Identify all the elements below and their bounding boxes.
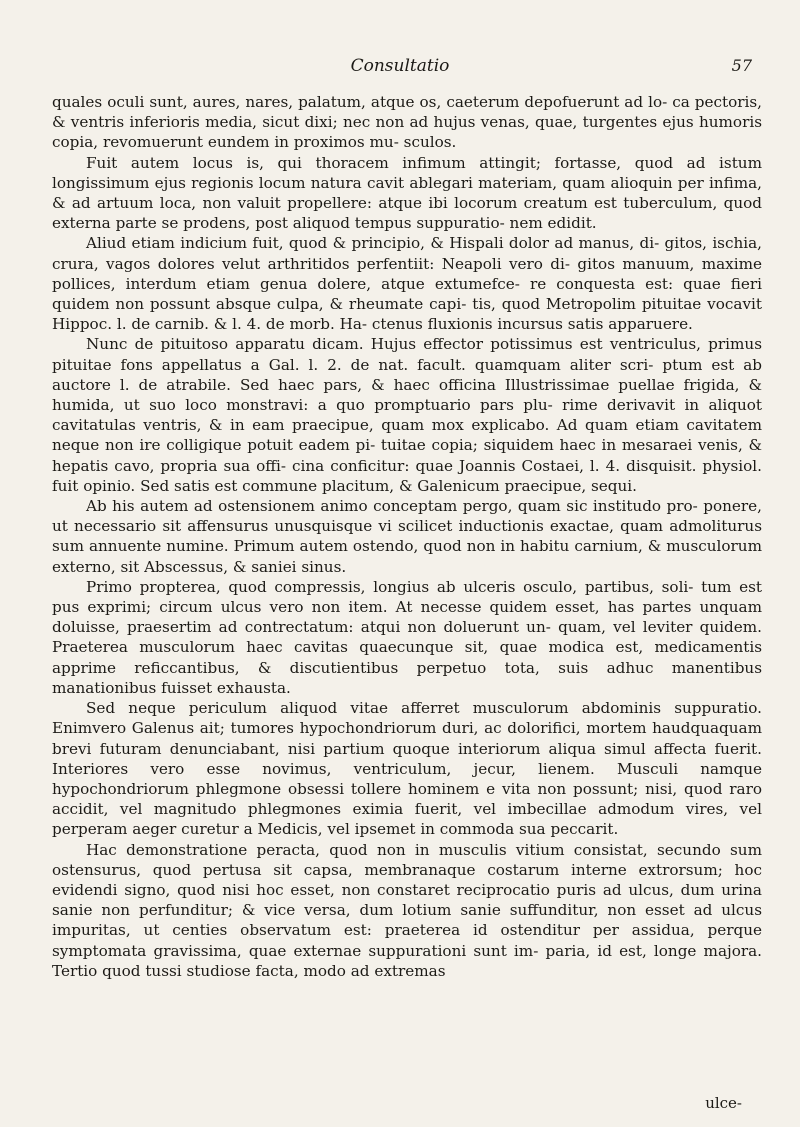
- paragraph: Nunc de pituitoso apparatu dicam. Hujus effector potissimus est ventriculus, primus pituitae fons appellatus a Gal. l. 2. de nat. facult. quamquam aliter scri- ptum est ab auctore l. de atrabile. Sed haec pars, & haec officina Illustrissimae puellae frigida, & humida, ut suo loco monstravi: a quo promptuario pars plu- rime derivavit in aliquot cavitatulas ventris, & in eam praecipue, quam mox explicabo. Ad quam etiam cavitatem neque non ire colligique potuit eadem pi- tuitae copia; siquidem haec in mesaraei venis, & hepatis cavo, propria sua offi- cina conficitur: quae Joannis Costaei, l. 4. disquisit. physiol. fuit opinio. Sed satis est commune placitum, & Galenicum praecipue, sequi.: [52, 335, 762, 495]
- catchword: ulce-: [705, 1094, 742, 1112]
- paragraph: Sed neque periculum aliquod vitae afferret musculorum abdominis suppuratio. Enimvero Galenus ait; tumores hypochondriorum duri, ac dolorifici, mortem haudquaquam brevi futuram denunciabant, nisi partium quoque interiorum aliqua simul affecta fuerit. Interiores vero esse novimus, ventriculum, jecur, lienem. Musculi namque hypochondriorum phlegmone obsessi tollere hominem e vita non possunt; nisi, quod raro accidit, vel magnitudo phlegmones eximia fuerit, vel imbecillae admodum vires, vel perperam aeger curetur a Medicis, vel ipsemet in commoda sua peccarit.: [52, 699, 762, 839]
- paragraph: Hac demonstratione peracta, quod non in musculis vitium consistat, secundo sum ostensurus, quod pertusa sit capsa, membranaque costarum interne extrorsum; hoc evidendi signo, quod nisi hoc esset, non constaret reciprocatio puris ad ulcus, dum urina sanie non perfunditur; & vice versa, dum lotium sanie suffunditur, non esset ad ulcus impuritas, ut centies observatum est: praeterea id ostenditur per assidua, perque symptomata gravissima, quae externae suppurationi sunt im- paria, id est, longe majora. Tertio quod tussi studiose facta, modo ad extremas: [52, 840, 762, 980]
- paragraph: Primo propterea, quod compressis, longius ab ulceris osculo, partibus, soli- tum est pus exprimi; circum ulcus vero non item. At necesse quidem esset, has partes unquam doluisse, praesertim ad contrectatum: atqui non doluerunt un- quam, vel leviter quidem. Praeterea musculorum haec cavitas quaecunque sit, quae modica est, medicamentis apprime reficcantibus, & discutientibus perpetuo tota, suis adhuc manentibus manationibus fuisset exhausta.: [52, 577, 762, 697]
- body-text: [52, 92, 762, 981]
- paragraph: Ab his autem ad ostensionem animo conceptam pergo, quam sic institudo pro- ponere, ut necessario sit affensurus unusquisque vi scilicet inductionis exactae, quam admoliturus sum annuente numine. Primum autem ostendo, quod non in habitu carnium, & musculorum externo, sit Abscessus, & saniei sinus.: [52, 497, 762, 576]
- paragraph: Aliud etiam indicium fuit, quod & principio, & Hispali dolor ad manus, di- gitos, ischia, crura, vagos dolores velut arthritidos perfentiit: Neapoli vero di- gitos manuum, maxime pollices, interdum etiam genua dolere, atque extumefce- re conquesta est: quae fieri quidem non possunt absque culpa, & rheumate capi- tis, quod Metropolim pituitae vocavit Hippoc. l. de carnib. & l. 4. de morb. Ha- ctenus fluxionis incursus satis apparuere.: [52, 234, 762, 334]
- page-header: [0, 50, 800, 90]
- running-head: Consultatio: [350, 56, 450, 76]
- page-number: 57: [731, 56, 752, 75]
- paragraph: quales oculi sunt, aures, nares, palatum, atque os, caeterum depofuerunt ad lo- ca pectoris, & ventris inferioris media, sicut dixi; nec non ad hujus venas, quae, turgentes ejus humoris copia, revomuerunt eundem in proximos mu- sculos.: [52, 93, 762, 152]
- paragraph: Fuit autem locus is, qui thoracem infimum attingit; fortasse, quod ad istum longissimum ejus regionis locum natura cavit ablegari materiam, quam alioquin per infima, & ad artuum loca, non valuit propellere: atque ibi locorum creatum est tuberculum, quod externa parte se prodens, post aliquod tempus suppuratio- nem edidit.: [52, 153, 762, 233]
